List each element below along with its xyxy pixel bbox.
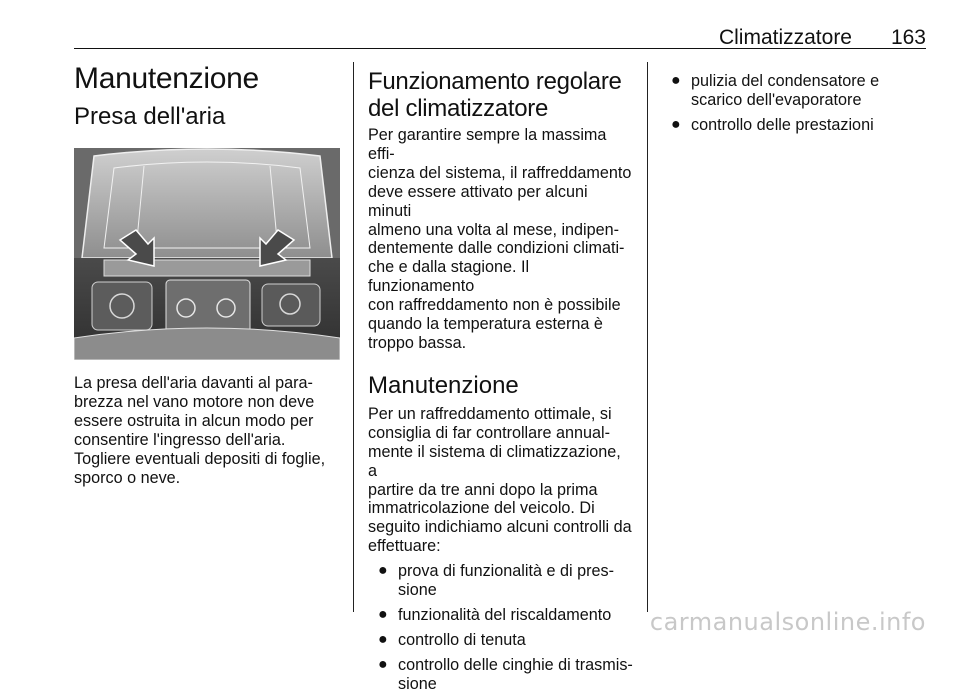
page-header bbox=[74, 24, 926, 49]
page-number: 163 bbox=[890, 26, 926, 49]
maintenance-paragraph: Per un raffreddamento ottimale, si consiglia di far controllare annual- mente il sistema di climatizzazione, a partire da tre anni dopo la prima immatricolazione del veicolo. Di seguito indichiamo alcuni controlli da effettuare: bbox=[368, 404, 632, 556]
list-item: ● controllo di tenuta bbox=[378, 630, 526, 649]
chapter-title: Manutenzione bbox=[74, 62, 259, 95]
air-intake-paragraph: La presa dell'aria davanti al para- brezza nel vano motore non deve essere ostruita in alcun modo per consentire l'ingresso dell'aria. Togliere eventuali depositi di foglie, sporco o neve. bbox=[74, 374, 326, 487]
maintenance-checks-list-continued bbox=[661, 72, 927, 135]
list-item: ● prova di funzionalità e di pres- sione bbox=[378, 562, 614, 600]
bullet-icon: ● bbox=[378, 562, 388, 580]
watermark: carmanualsonline.info bbox=[649, 608, 926, 636]
list-item: ● controllo delle cinghie di trasmis- sione bbox=[378, 655, 633, 693]
section-title-regular-operation: Funzionamento regolare del climatizzatore bbox=[368, 68, 622, 122]
column-divider-left bbox=[353, 62, 354, 612]
header-section-title: Climatizzatore bbox=[718, 26, 852, 49]
list-item: ● pulizia del condensatore e scarico dell'evaporatore bbox=[671, 72, 880, 109]
engine-bay-air-intake-icon bbox=[74, 148, 340, 360]
bullet-icon: ● bbox=[378, 605, 388, 623]
list-item: ● funzionalità del riscaldamento bbox=[378, 605, 612, 624]
bullet-icon: ● bbox=[378, 630, 388, 648]
maintenance-checks-list bbox=[368, 562, 634, 693]
bullet-icon: ● bbox=[671, 115, 681, 133]
section-title-maintenance: Manutenzione bbox=[368, 371, 519, 399]
bullet-icon: ● bbox=[378, 655, 388, 673]
list-item: ● controllo delle prestazioni bbox=[671, 115, 874, 134]
column-3 bbox=[661, 66, 927, 141]
section-title-air-intake: Presa dell'aria bbox=[74, 103, 226, 130]
column-1 bbox=[74, 60, 340, 487]
engine-bay-figure bbox=[74, 148, 340, 360]
column-divider-right bbox=[647, 62, 648, 612]
bullet-icon: ● bbox=[671, 72, 681, 89]
regular-operation-paragraph: Per garantire sempre la massima effi- cienza del sistema, il raffreddamento deve essere attivato per alcuni minuti almeno una volta al mese, indipen- dentemente dalle condizioni climati- che e dalla stagione. Il funzionamento con raffreddamento non è possibile quando la temperatura esterna è troppo bassa. bbox=[368, 126, 632, 352]
column-2 bbox=[368, 60, 634, 700]
